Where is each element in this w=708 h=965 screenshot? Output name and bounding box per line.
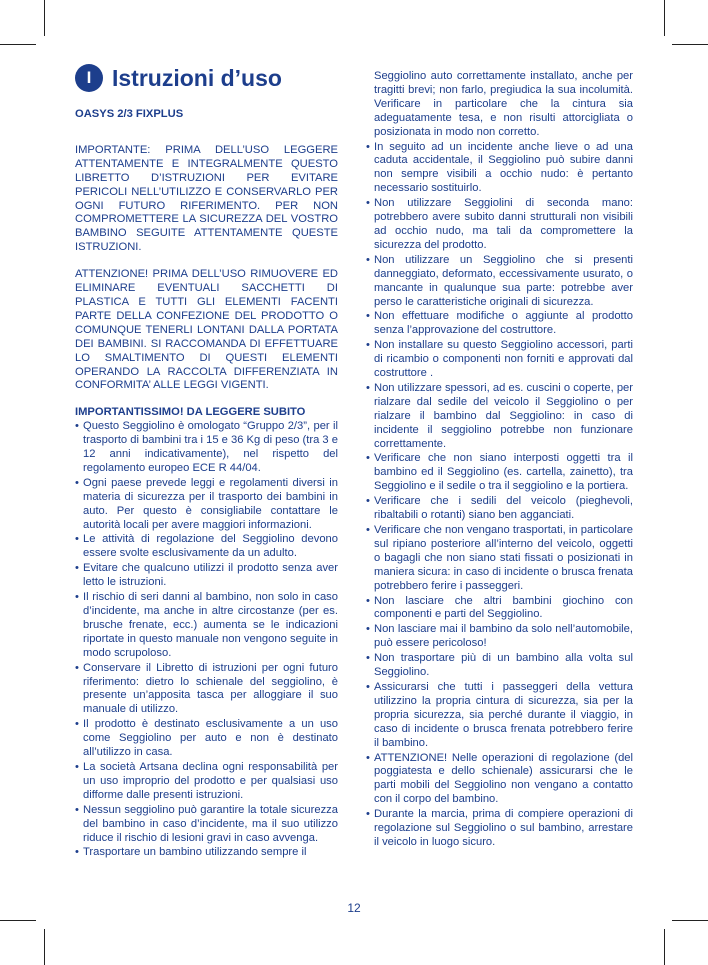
list-item: • Nessun seggiolino può garantire la totale sicurezza del bambino in caso d’incidente, ma il suo utilizzo riduce il rischio di lesioni gravi in caso avvenga. bbox=[75, 804, 338, 846]
right-column bbox=[366, 70, 633, 851]
list-item: • La società Artsana declina ogni responsabilità per un uso improprio del prodotto e per qualsiasi uso difforme dalle presenti istruzioni. bbox=[75, 761, 338, 803]
list-item: • Il prodotto è destinato esclusivamente a un uso come Seggiolino per auto e non è destinato all’utilizzo in casa. bbox=[75, 718, 338, 760]
attention-paragraph: ATTENZIONE! PRIMA DELL’USO RIMUOVERE ED ELIMINARE EVENTUALI SACCHETTI DI PLASTICA E TUTTI GLI ELEMENTI FACENTI PARTE DELLA CONFEZIONE DEL PRODOTTO O COMUNQUE TENERLI LONTANI DALLA PORTATA DEI BAMBINI. SI RACCOMANDA DI EFFETTUARE LO SMALTIMENTO DI QUESTI ELEMENTI OPERANDO LA RACCOLTA DIFFERENZIATA IN CONFORMITA’ ALLE LEGGI VIGENTI. bbox=[75, 268, 338, 392]
crop-mark bbox=[672, 920, 708, 921]
list-item: • Non lasciare che altri bambini giochino con componenti e parti del Seggiolino. bbox=[366, 595, 633, 623]
list-item: • Non utilizzare Seggiolini di seconda mano: potrebbero avere subito danni strutturali non visibili ad occhio nudo, ma tali da compromettere la sicurezza del prodotto. bbox=[366, 197, 633, 253]
important-paragraph: IMPORTANTE: PRIMA DELL’USO LEGGERE ATTENTAMENTE E INTEGRALMENTE QUESTO LIBRETTO D’ISTRUZIONI PER EVITARE PERICOLI NELL’UTILIZZO E CONSERVARLO PER OGNI FUTURO RIFERIMENTO. PER NON COMPROMETTERE LA SICUREZZA DEL VOSTRO BAMBINO SEGUITE ATTENTAMENTE QUESTE ISTRUZIONI. bbox=[75, 143, 338, 254]
crop-mark bbox=[672, 44, 708, 45]
list-item: • Non lasciare mai il bambino da solo nell’automobile, può essere pericoloso! bbox=[366, 623, 633, 651]
crop-mark bbox=[44, 929, 45, 965]
list-item: • Verificare che i sedili del veicolo (pieghevoli, ribaltabili o rotanti) siano ben agganciati. bbox=[366, 495, 633, 523]
list-item: • Non installare su questo Seggiolino accessori, parti di ricambio o componenti non forniti e approvati dal costruttore . bbox=[366, 339, 633, 381]
crop-mark bbox=[0, 44, 36, 45]
list-item: • Non trasportare più di un bambino alla volta sul Seggiolino. bbox=[366, 652, 633, 680]
list-item: • Non utilizzare spessori, ad es. cuscini o coperte, per rialzare dal sedile del veicolo il Seggiolino o per rialzare il bambino dal Seggiolino: in caso di incidente il seggiolino potrebbe non funzionare correttamente. bbox=[366, 382, 633, 452]
page-title: Istruzioni d’uso bbox=[112, 64, 282, 91]
page-number: 12 bbox=[347, 901, 361, 915]
crop-mark bbox=[44, 0, 45, 36]
list-item: • Le attività di regolazione del Seggiolino devono essere svolte esclusivamente da un adulto. bbox=[75, 533, 338, 561]
crop-mark bbox=[664, 929, 665, 965]
product-name: OASYS 2/3 FIXPLUS bbox=[75, 108, 184, 120]
list-item: • Questo Seggiolino è omologato “Gruppo 2/3”, per il trasporto di bambini tra i 15 e 36 Kg di peso (tra 3 e 12 anni indicativamente), nel rispetto del regolamento europeo ECE R 44/04. bbox=[75, 420, 338, 476]
list-item: • In seguito ad un incidente anche lieve o ad una caduta accidentale, il Seggiolino può subire danni non sempre visibili a occhio nudo: è pertanto necessario sostituirlo. bbox=[366, 141, 633, 197]
list-item: • Trasportare un bambino utilizzando sempre il bbox=[75, 846, 338, 860]
warnings-heading: IMPORTANTISSIMO! DA LEGGERE SUBITO bbox=[75, 406, 306, 419]
section-header bbox=[75, 64, 282, 92]
list-item: • Verificare che non siano interposti oggetti tra il bambino ed il Seggiolino (es. cartella, zainetto), tra Seggiolino e il sedile o tra il seggiolino e la portiera. bbox=[366, 452, 633, 494]
list-item: • Il rischio di seri danni al bambino, non solo in caso d’incidente, ma anche in altre circostanze (per es. brusche frenate, ecc.) aumenta se le indicazioni riportate in questo manuale non vengono seguite in modo scrupoloso. bbox=[75, 591, 338, 661]
list-item: • Assicurarsi che tutti i passeggeri della vettura utilizzino la propria cintura di sicurezza, sia per la propria sicurezza, sia perché durante il viaggio, in caso di incidente o brusca frenata potrebbero ferire il bambino. bbox=[366, 681, 633, 751]
list-item-continuation: Seggiolino auto correttamente installato, anche per tragitti brevi; non farlo, pregiudica la sua incolumità. Verificare in particolare che la cintura sia adeguatamente tesa, e non risulti attorcigliata o posizionata in modo non corretto. bbox=[374, 70, 633, 138]
list-item: • ATTENZIONE! Nelle operazioni di regolazione (del poggiatesta e dello schienale) assicurarsi che le parti mobili del Seggiolino non vengano a contatto con il corpo del bambino. bbox=[366, 752, 633, 808]
list-item: • Ogni paese prevede leggi e regolamenti diversi in materia di sicurezza per il trasporto dei bambini in auto. Per questo è consigliabile contattare le autorità locali per avere maggiori informazioni. bbox=[75, 477, 338, 533]
list-item: • Evitare che qualcuno utilizzi il prodotto senza aver letto le istruzioni. bbox=[75, 562, 338, 590]
language-badge: I bbox=[75, 64, 103, 92]
crop-mark bbox=[0, 920, 36, 921]
warnings-list-left bbox=[75, 420, 338, 860]
list-item: • Verificare che non vengano trasportati, in particolare sul ripiano posteriore all’interno del veicolo, oggetti o bagagli che non siano stati fissati o posizionati in maniera sicura: in caso di incidente o brusca frenata potrebbero ferire i passeggeri. bbox=[366, 524, 633, 594]
list-item: • Durante la marcia, prima di compiere operazioni di regolazione sul Seggiolino o sul bambino, arrestare il veicolo in luogo sicuro. bbox=[366, 808, 633, 850]
left-column bbox=[75, 108, 338, 861]
list-item: • Conservare il Libretto di istruzioni per ogni futuro riferimento: dietro lo schienale del seggiolino, è presente un’apposita tasca per alloggiare il suo manuale di utilizzo. bbox=[75, 662, 338, 718]
list-item: • Non effettuare modifiche o aggiunte al prodotto senza l’approvazione del costruttore. bbox=[366, 310, 633, 338]
crop-mark bbox=[664, 0, 665, 36]
list-item: • Non utilizzare un Seggiolino che si presenti danneggiato, deformato, eccessivamente usurato, o mancante in qualunque sua parte: potrebbe aver perso le caratteristiche originali di sicurezza. bbox=[366, 254, 633, 310]
warnings-list-right bbox=[366, 70, 633, 850]
